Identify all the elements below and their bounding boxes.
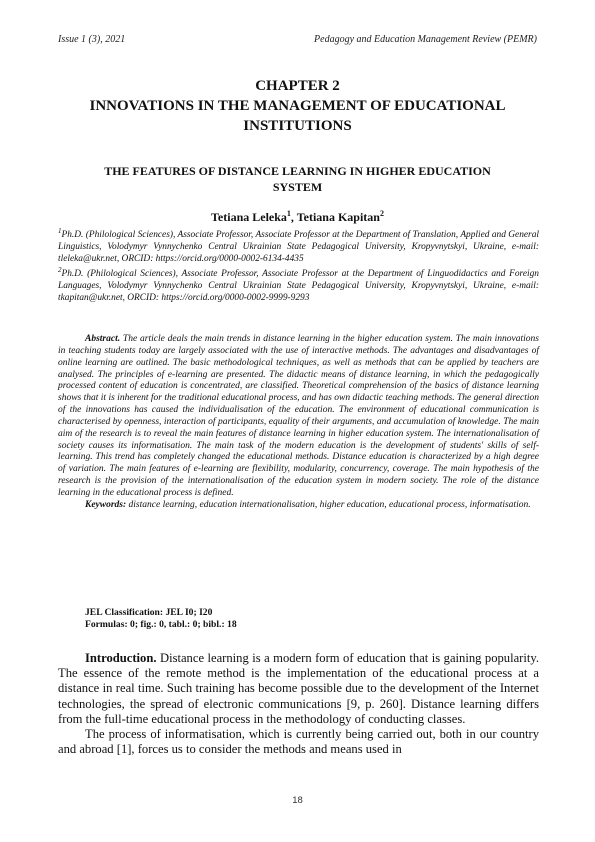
abstract-paragraph bbox=[58, 334, 539, 500]
issue-label: Issue 1 (3), 2021 bbox=[58, 34, 126, 45]
author-name: Tetiana Kapitan bbox=[296, 210, 380, 224]
author-separator: , bbox=[290, 210, 297, 224]
chapter-title-line-2: INSTITUTIONS bbox=[243, 118, 352, 134]
abstract-label: Abstract. bbox=[85, 334, 121, 344]
affiliations bbox=[58, 226, 539, 304]
article-title bbox=[55, 163, 540, 195]
chapter-heading bbox=[40, 76, 555, 136]
article-title-line-1: THE FEATURES OF DISTANCE LEARNING IN HIGHER EDUCATION bbox=[104, 164, 491, 178]
author-mark: 1 bbox=[286, 209, 291, 218]
chapter-title-line-1: INNOVATIONS IN THE MANAGEMENT OF EDUCATIONAL bbox=[89, 98, 506, 114]
formulas-count: Formulas: 0; fig.: 0, tabl.: 0; bibl.: 18 bbox=[85, 619, 237, 630]
introduction-paragraph bbox=[58, 651, 539, 727]
journal-name: Pedagogy and Education Management Review (PEMR) bbox=[314, 34, 537, 45]
author-mark: 2 bbox=[379, 209, 384, 218]
affiliation-mark: 1 bbox=[58, 227, 62, 235]
author-name: Tetiana Leleka bbox=[211, 210, 287, 224]
affiliation bbox=[58, 226, 539, 265]
affiliation-text: Ph.D. (Philological Sciences), Associate Professor, Associate Professor at the Department of Translation, Applied and General Linguistics, Volodymyr Vynnychenko Central Ukrainian State Pedagogical University, Kropyvnytskyi, Ukraine, e-mail: tleleka@ukr.net, ORCID: https://orcid.org/0000-0002-6134-4435 bbox=[58, 230, 539, 264]
keywords-label: Keywords: bbox=[85, 499, 127, 510]
introduction-label: Introduction. bbox=[85, 651, 157, 665]
affiliation bbox=[58, 265, 539, 304]
body-text bbox=[58, 651, 539, 757]
jel-classification: JEL Classification: JEL I0; I20 bbox=[85, 607, 213, 618]
running-header bbox=[58, 34, 537, 45]
author-list bbox=[58, 209, 537, 225]
abstract-text: The article deals the main trends in distance learning in the higher education system. The main innovations in teaching students today are largely associated with the use of interactive methods. The advantages and disadvantages of online learning are outlined. The basic methodological techniques, as well as methods that can be applied by teachers are analysed. The principles of e-learning are presented. The didactic means of distance learning, in which the pedagogically processed content of education is concentrated, are classified. Theoretical comprehension of the basics of distance learning shows that it is inherent for the traditional educational process, and has own didactic teaching methods. The general direction of the innovations has caused the individualisation of the education. The environment of educational communication is characterised by openness, interaction of participants, equality of their arguments, and accumulation of knowledge. The main aim of the research is to reveal the main features of distance learning in higher education system. The internationalisation of society causes its informatisation. The main task of the modern education is the development of students' skills of self-learning. This trend has completely changed the educational methods. Distance education is characterized by a high degree of variation. The main features of e-learning are flexibility, modularity, concurrency, coverage. The main hypothesis of the research is the provision of the internationalisation of the education system in modern society. The role of the distance learning in the educational process is defined. bbox=[58, 334, 539, 498]
introduction-text: Distance learning is a modern form of education that is gaining popularity. The essence of the remote method is the implementation of the educational process at a distance in real time. Such training has become possible due to the development of the Internet technologies, the spread of electronic communications [9, p. 260]. Distance learning differs from the full-time educational process in the methodology of conducting classes. bbox=[58, 651, 539, 726]
keywords-text: distance learning, education internationalisation, higher education, educational process, informatisation. bbox=[126, 499, 531, 510]
page-number: 18 bbox=[292, 795, 303, 806]
article-title-line-2: SYSTEM bbox=[272, 180, 323, 194]
affiliation-mark: 2 bbox=[58, 266, 62, 275]
keywords-paragraph bbox=[58, 500, 539, 512]
body-paragraph: The process of informatisation, which is currently being carried out, both in our country and abroad [1], forces us to consider the methods and means used in bbox=[58, 727, 539, 757]
chapter-number: CHAPTER 2 bbox=[255, 78, 340, 94]
abstract bbox=[58, 334, 539, 512]
affiliation-text: Ph.D. (Philological Sciences), Associate Professor, Associate Professor at the Department of Linguodidactics and Foreign Languages, Volodymyr Vynnychenko Central Ukrainian State Pedagogical University, Kropyvnytskyi, Ukraine, e-mail: tkapitan@ukr.net, ORCID: https://orcid.org/0000-0002-9999-9293 bbox=[58, 269, 539, 303]
